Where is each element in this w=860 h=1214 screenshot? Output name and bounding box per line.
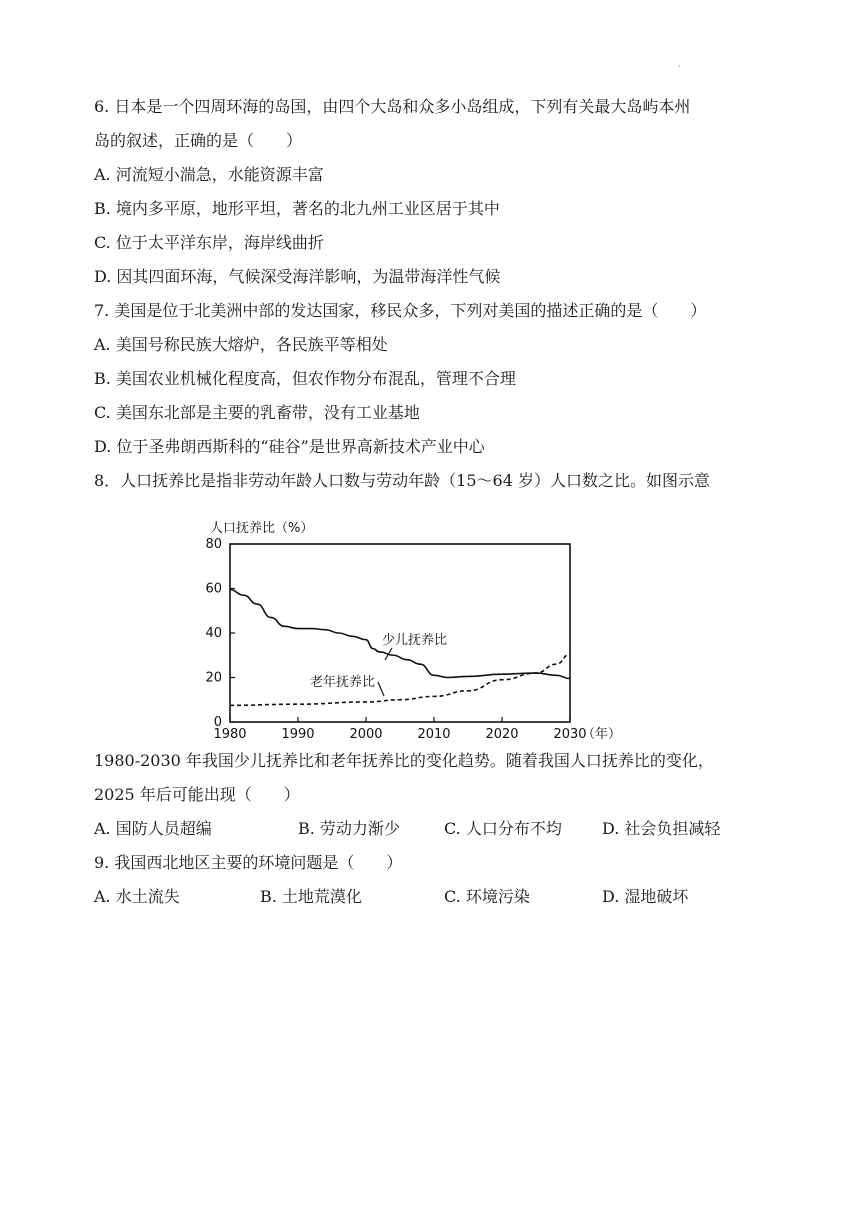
- q9-option-c: C. 环境污染: [444, 887, 530, 906]
- x-tick-label: 1980: [213, 727, 247, 742]
- q8-option-d: D. 社会负担减轻: [602, 819, 721, 838]
- y-tick-label: 0: [213, 715, 222, 730]
- q7-option-a: A. 美国号称民族大熔炉，各民族平等相处: [94, 335, 388, 354]
- q8-option-a: A. 国防人员超编: [94, 819, 212, 838]
- q8-stem-line1: 8．人口抚养比是指非劳动年龄人口数与劳动年龄（15～64 岁）人口数之比。如图示意: [94, 471, 710, 490]
- q9-option-d: D. 湿地破坏: [602, 887, 689, 906]
- q9-option-b: B. 土地荒漠化: [260, 887, 362, 906]
- q6-stem-line1: 6. 日本是一个四周环海的岛国，由四个大岛和众多小岛组成，下列有关最大岛屿本州: [94, 97, 691, 116]
- series-label-elder-ratio: 老年抚养比: [310, 675, 376, 690]
- q6-stem-line2: 岛的叙述，正确的是（ ）: [94, 131, 303, 150]
- chart-x-axis-unit: （年）: [582, 727, 622, 742]
- q7-stem: 7. 美国是位于北美洲中部的发达国家，移民众多，下列对美国的描述正确的是（ ）: [94, 301, 707, 320]
- y-tick-label: 60: [205, 581, 222, 597]
- dependency-ratio-chart: [196, 514, 626, 746]
- y-tick-label: 40: [205, 626, 222, 641]
- q8-option-c: C. 人口分布不均: [444, 819, 562, 838]
- q6-option-b: B. 境内多平原，地形平坦，著名的北九州工业区居于其中: [94, 199, 500, 218]
- x-tick-label: 2030: [553, 727, 587, 742]
- x-tick-label: 2010: [417, 727, 451, 742]
- chart-y-axis-label: 人口抚养比（%）: [210, 521, 314, 536]
- x-tick-label: 2020: [485, 727, 519, 742]
- q6-option-a: A. 河流短小湍急，水能资源丰富: [94, 165, 324, 184]
- q6-option-d: D. 因其四面环海，气候深受海洋影响，为温带海洋性气候: [94, 267, 501, 286]
- q8-stem-line3: 2025 年后可能出现（ ）: [94, 785, 300, 804]
- q6-option-c: C. 位于太平洋东岸，海岸线曲折: [94, 233, 324, 252]
- series-label-child-ratio: 少儿抚养比: [382, 633, 448, 648]
- y-tick-label: 80: [205, 537, 222, 552]
- y-tick-label: 20: [205, 670, 222, 686]
- q8-stem-line2: 1980-2030 年我国少儿抚养比和老年抚养比的变化趋势。随着我国人口抚养比的变化，: [94, 751, 714, 770]
- q9-stem: 9. 我国西北地区主要的环境问题是（ ）: [94, 853, 403, 872]
- q7-option-b: B. 美国农业机械化程度高，但农作物分布混乱，管理不合理: [94, 369, 516, 388]
- q8-option-b: B. 劳动力渐少: [298, 819, 400, 838]
- x-tick-label: 2000: [349, 727, 383, 742]
- series-label-elder-pointer: [378, 682, 384, 696]
- q7-option-d: D. 位于圣弗朗西斯科的“硅谷”是世界高新技术产业中心: [94, 437, 485, 456]
- q9-option-a: A. 水土流失: [94, 887, 180, 906]
- x-tick-label: 1990: [281, 727, 315, 742]
- corner-mark: ·: [678, 62, 681, 71]
- series-line-elder-ratio: [230, 654, 570, 705]
- q7-option-c: C. 美国东北部是主要的乳畜带，没有工业基地: [94, 403, 420, 422]
